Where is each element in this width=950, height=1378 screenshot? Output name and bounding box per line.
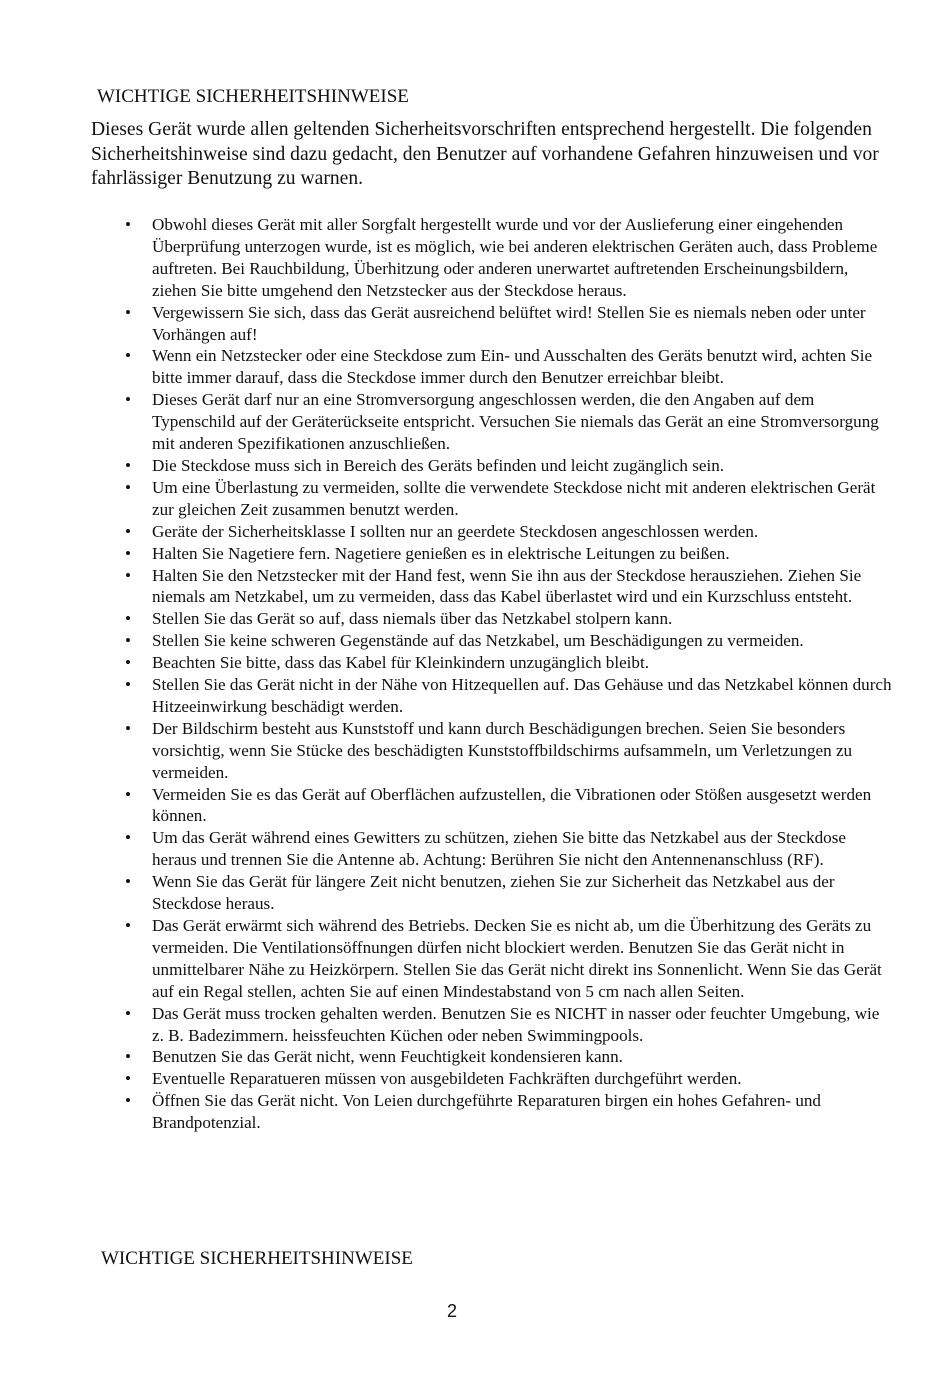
list-item — [125, 1046, 892, 1068]
bullet-icon: • — [125, 455, 131, 475]
list-item — [125, 302, 892, 346]
list-item-text: Beachten Sie bitte, dass das Kabel für Kleinkindern unzugänglich bleibt. — [152, 653, 650, 673]
list-item — [125, 1003, 892, 1047]
list-item-text: Um das Gerät während eines Gewitters zu schützen, ziehen Sie bitte das Netzkabel aus der Steckdose heraus und trennen Sie die Antenne ab. Achtung: Berühren Sie nicht den Antennenanschluss (RF). — [152, 828, 846, 870]
bullet-icon: • — [125, 477, 131, 497]
list-item — [125, 477, 892, 521]
list-item-text: Dieses Gerät darf nur an eine Stromversorgung angeschlossen werden, die den Angaben auf dem Typenschild auf der Geräterückseite entspricht. Versuchen Sie niemals das Gerät an eine Stromversorgung mit anderen Spezifikationen anzuschließen. — [152, 390, 879, 454]
list-item-text: Öffnen Sie das Gerät nicht. Von Leien durchgeführte Reparaturen birgen ein hohes Gefahren- und Brandpotenzial. — [152, 1091, 821, 1133]
list-item — [125, 630, 892, 652]
bullet-icon: • — [125, 718, 131, 738]
list-item — [125, 455, 892, 477]
list-item — [125, 345, 892, 389]
list-item-text: Um eine Überlastung zu vermeiden, sollte die verwendete Steckdose nicht mit anderen elektrischen Gerät zur gleichen Zeit zusammen benutzt werden. — [152, 477, 876, 519]
list-item — [125, 543, 892, 565]
list-item — [125, 827, 892, 871]
list-item — [125, 521, 892, 543]
list-item-text: Halten Sie den Netzstecker mit der Hand fest, wenn Sie ihn aus der Steckdose herausziehen. Ziehen Sie niemals am Netzkabel, um zu vermeiden, dass das Kabel überlastet wird und ein Kurzschluss entsteht. — [152, 565, 862, 607]
list-item — [125, 214, 892, 302]
list-item-text: Benutzen Sie das Gerät nicht, wenn Feuchtigkeit kondensieren kann. — [152, 1047, 623, 1067]
list-item — [125, 1068, 892, 1090]
list-item — [125, 871, 892, 915]
list-item — [125, 389, 892, 455]
bullet-icon: • — [125, 916, 131, 935]
bullet-icon: • — [125, 653, 131, 673]
bullet-icon: • — [125, 390, 131, 410]
list-item-text: Obwohl dieses Gerät mit aller Sorgfalt hergestellt wurde und vor der Auslieferung einer eingehenden Überprüfung unterzogen wurde, ist es möglich, wie bei anderen elektrischen Geräten auch, dass Probleme auftreten. Bei Rauchbildung, Überhitzung oder anderen unerwartet auftretenden Erscheinungsbildern, ziehen Sie bitte umgehend den Netzstecker aus der Steckdose heraus. — [152, 215, 878, 300]
list-item — [125, 608, 892, 630]
bullet-icon: • — [125, 1047, 131, 1067]
bullet-icon: • — [125, 215, 131, 234]
bullet-icon: • — [125, 346, 131, 366]
list-item — [125, 915, 892, 1003]
list-item — [125, 674, 892, 718]
bullet-icon: • — [125, 1091, 131, 1111]
bullet-icon: • — [125, 543, 131, 563]
bullet-icon: • — [125, 521, 131, 541]
list-item — [125, 1090, 892, 1134]
bullet-icon: • — [125, 302, 131, 322]
bullet-icon: • — [125, 631, 131, 651]
bullet-icon: • — [125, 1003, 131, 1023]
list-item — [125, 565, 892, 609]
bullet-icon: • — [125, 1069, 131, 1089]
bullet-icon: • — [125, 872, 131, 892]
bullet-icon: • — [125, 565, 131, 585]
list-item-text: Wenn ein Netzstecker oder eine Steckdose zum Ein- und Ausschalten des Geräts benutzt wird, achten Sie bitte immer darauf, dass die Steckdose immer durch den Benutzer erreichbar bleibt. — [152, 346, 873, 388]
list-item-text: Das Gerät muss trocken gehalten werden. Benutzen Sie es NICHT in nasser oder feuchter Umgebung, wie z. B. Badezimmern. heissfeuchten Küchen oder neben Swimmingpools. — [152, 1003, 880, 1045]
page-footer-heading: WICHTIGE SICHERHEITSHINWEISE — [101, 1248, 413, 1269]
list-item-text: Eventuelle Reparatueren müssen von ausgebildeten Fachkräften durchgeführt werden. — [152, 1069, 742, 1089]
list-item-text: Stellen Sie keine schweren Gegenstände auf das Netzkabel, um Beschädigungen zu vermeiden. — [152, 631, 804, 651]
list-item-text: Wenn Sie das Gerät für längere Zeit nicht benutzen, ziehen Sie zur Sicherheit das Netzkabel aus der Steckdose heraus. — [152, 872, 835, 914]
bullet-icon: • — [125, 784, 131, 804]
safety-instructions-list — [125, 214, 892, 1134]
list-item-text: Die Steckdose muss sich in Bereich des Geräts befinden und leicht zugänglich sein. — [152, 455, 725, 475]
intro-paragraph: Dieses Gerät wurde allen geltenden Sicherheitsvorschriften entsprechend hergestellt. Die folgenden Sicherheitshinweise sind dazu gedacht, den Benutzer auf vorhandene Gefahren hinzuweisen und vor fahrlässiger Benutzung zu warnen. — [91, 119, 879, 189]
list-item — [125, 652, 892, 674]
list-item — [125, 718, 892, 784]
list-item-text: Vermeiden Sie es das Gerät auf Oberflächen aufzustellen, die Vibrationen oder Stößen ausgesetzt werden können. — [152, 784, 872, 826]
list-item-text: Vergewissern Sie sich, dass das Gerät ausreichend belüftet wird! Stellen Sie es niemals neben oder unter Vorhängen auf! — [152, 302, 866, 344]
list-item-text: Der Bildschirm besteht aus Kunststoff und kann durch Beschädigungen brechen. Seien Sie besonders vorsichtig, wenn Sie Stücke des beschädigten Kunststoffbildschirms aufsammeln, um Verletzungen zu vermeiden. — [152, 718, 853, 782]
bullet-icon: • — [125, 675, 131, 695]
list-item-text: Halten Sie Nagetiere fern. Nagetiere genießen es in elektrische Leitungen zu beißen. — [152, 543, 730, 563]
bullet-icon: • — [125, 609, 131, 629]
bullet-icon: • — [125, 828, 131, 848]
list-item-text: Das Gerät erwärmt sich während des Betriebs. Decken Sie es nicht ab, um die Überhitzung des Geräts zu vermeiden. Die Ventilationsöffnungen dürfen nicht blockiert werden. Benutzen Sie das Gerät nicht in unmittelbarer Nähe zu Heizkörpern. Stellen Sie das Gerät nicht direkt ins Sonnenlicht. Wenn Sie das Gerät auf ein Regal stellen, achten Sie auf einen Mindestabstand von 5 cm nach allen Seiten. — [152, 916, 882, 1001]
page-heading: WICHTIGE SICHERHEITSHINWEISE — [97, 86, 409, 107]
list-item — [125, 784, 892, 828]
list-item-text: Geräte der Sicherheitsklasse I sollten nur an geerdete Steckdosen angeschlossen werden. — [152, 521, 759, 541]
list-item-text: Stellen Sie das Gerät nicht in der Nähe von Hitzequellen auf. Das Gehäuse und das Netzkabel können durch Hitzeeinwirkung beschädigt werden. — [152, 675, 892, 716]
page-number: 2 — [446, 1301, 457, 1321]
list-item-text: Stellen Sie das Gerät so auf, dass niemals über das Netzkabel stolpern kann. — [152, 609, 673, 629]
